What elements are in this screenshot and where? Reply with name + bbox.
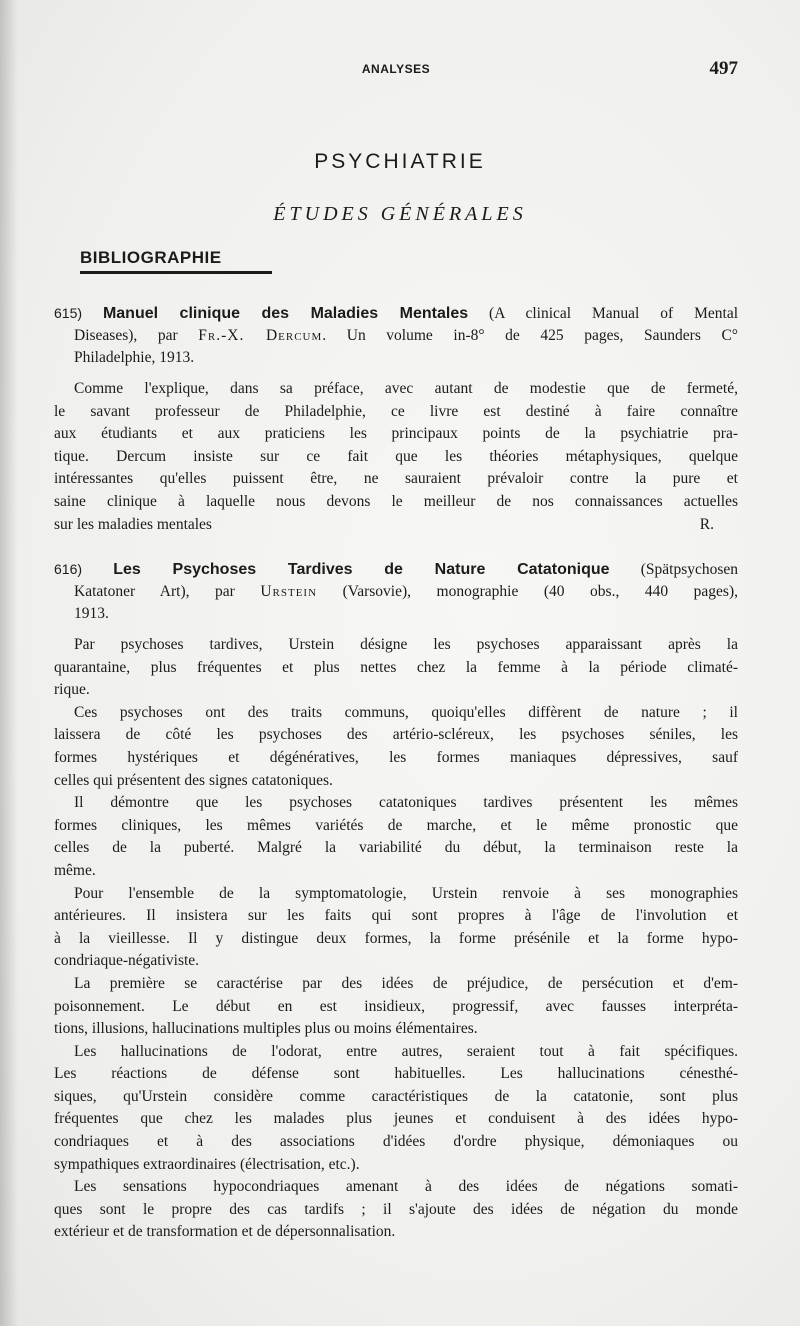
paragraph-line: tique. Dercum insiste sur ce fait que les théories métaphysiques, quelque bbox=[54, 447, 738, 465]
paragraph-line: quarantaine, plus fréquentes et plus nettes chez la femme à la période climaté- bbox=[54, 658, 738, 676]
paragraph-line: sympathiques extraordinaires (électrisation, etc.). bbox=[54, 1155, 360, 1173]
entry-number: 615) bbox=[54, 305, 83, 321]
paragraph-line: saine clinique à laquelle nous devons le meilleur de nos connaissances actuelles bbox=[54, 492, 738, 510]
entry-615-ref-line-1 bbox=[54, 302, 738, 325]
paragraph-line: laissera de côté les psychoses des artério-scléreux, les psychoses séniles, les bbox=[54, 726, 738, 744]
entry-ref-text: Katatoner Art), par bbox=[74, 582, 261, 600]
entry-615-ref-line-3: Philadelphie, 1913. bbox=[74, 349, 195, 367]
entry-author: Urstein bbox=[260, 582, 318, 600]
paragraph-line bbox=[54, 514, 738, 537]
entry-ref-text: (Spätpsychosen bbox=[609, 561, 738, 578]
paragraph-line: Ces psychoses ont des traits communs, quoiqu'elles diffèrent de nature ; il bbox=[74, 703, 738, 721]
paragraph-line: aux étudiants et aux praticiens les principaux points de la psychiatrie pra- bbox=[54, 425, 738, 443]
subsection-title: ÉTUDES GÉNÉRALES bbox=[273, 203, 527, 225]
paragraph-line: Pour l'ensemble de la symptomatologie, Urstein renvoie à ses monographies bbox=[74, 884, 738, 902]
entry-616-body bbox=[54, 634, 738, 1244]
running-header bbox=[54, 58, 738, 84]
entry-number: 616) bbox=[54, 561, 83, 577]
paragraph-line: même. bbox=[54, 861, 96, 879]
bibliography-underline bbox=[80, 271, 272, 274]
paragraph-line: condriaques et à des associations d'idées d'ordre physique, démoniaques ou bbox=[54, 1133, 738, 1151]
paragraph-line: Comme l'explique, dans sa préface, avec autant de modestie que de fermeté, bbox=[74, 380, 738, 397]
paragraph-text: sur les maladies mentales bbox=[54, 515, 212, 533]
paragraph-line: antérieures. Il insistera sur les faits qui sont propres à l'âge de l'involution et bbox=[54, 907, 738, 925]
paragraph-line: à la vieillesse. Il y distingue deux formes, la forme présénile et la forme hypo- bbox=[54, 929, 738, 947]
paragraph-line: siques, qu'Urstein considère comme caractéristiques de la catatonie, sont plus bbox=[54, 1087, 738, 1105]
paragraph-line: Par psychoses tardives, Urstein désigne les psychoses apparaissant après la bbox=[74, 636, 738, 653]
running-title: ANALYSES bbox=[361, 62, 431, 76]
entry-ref-text: (Varsovie), monographie (40 obs., 440 pages), bbox=[317, 582, 738, 600]
entry-616-ref-line-3: 1913. bbox=[74, 605, 109, 623]
entry-615-ref-line-2 bbox=[54, 325, 738, 348]
entry-616-ref-line-2 bbox=[54, 581, 738, 604]
entry-ref-text: Diseases), par bbox=[74, 326, 199, 344]
paragraph-line: formes hystériques et dégénératives, les formes maniaques dépressives, sauf bbox=[54, 748, 738, 766]
paragraph-line: Il démontre que les psychoses catatoniques tardives présentent les mêmes bbox=[74, 794, 738, 812]
page-number: 497 bbox=[709, 58, 738, 79]
paragraph-line: rique. bbox=[54, 681, 90, 699]
paragraph-line: condriaque-négativiste. bbox=[54, 952, 200, 970]
paragraph-line: Les hallucinations de l'odorat, entre autres, seraient tout à fait spécifiques. bbox=[74, 1042, 738, 1060]
binding-shadow bbox=[0, 0, 18, 1326]
entry-615 bbox=[54, 302, 738, 370]
entry-ref-text: . Un volume in-8° de 425 pages, Saunders C° bbox=[322, 326, 738, 344]
paragraph-line: formes cliniques, les mêmes variétés de marche, et le même pronostic que bbox=[54, 816, 738, 834]
paragraph-line: poisonnement. Le début en est insidieux, progressif, avec fausses interpréta- bbox=[54, 997, 738, 1015]
entry-title: Manuel clinique des Maladies Mentales bbox=[102, 305, 469, 322]
bibliography-heading: BIBLIOGRAPHIE bbox=[80, 248, 222, 267]
entry-ref-text: (A clinical Manual of Mental bbox=[468, 305, 738, 322]
section-title: PSYCHIATRIE bbox=[314, 150, 486, 173]
entry-title: Les Psychoses Tardives de Nature Catatonique bbox=[113, 561, 610, 578]
paragraph-line: Les sensations hypocondriaques amenant à des idées de négations somati- bbox=[74, 1178, 738, 1196]
entry-author: Fr.-X. Dercum bbox=[198, 326, 323, 344]
paragraph-line: intéressantes qu'elles puissent être, ne sauraient prévaloir contre la pure et bbox=[54, 470, 738, 488]
paragraph-line: tions, illusions, hallucinations multiples plus ou moins élémentaires. bbox=[54, 1020, 478, 1038]
entry-616-ref-line-1 bbox=[54, 558, 738, 581]
paragraph-line: extérieur et de transformation et de dépersonnalisation. bbox=[54, 1223, 396, 1241]
entry-616 bbox=[54, 558, 738, 626]
paragraph-line: ques sont le propre des cas tardifs ; il s'ajoute des idées de négation du monde bbox=[54, 1200, 738, 1218]
reviewer-signature: R. bbox=[699, 515, 714, 533]
paragraph-line: La première se caractérise par des idées de préjudice, de persécution et d'em- bbox=[74, 974, 738, 992]
paragraph-line: celles de la puberté. Malgré la variabilité du début, la terminaison reste la bbox=[54, 839, 738, 857]
paragraph-line: le savant professeur de Philadelphie, ce livre est destiné à faire connaître bbox=[54, 402, 738, 420]
paragraph-line: fréquentes que chez les malades plus jeunes et conduisent à des idées hypo- bbox=[54, 1110, 738, 1128]
entry-615-body bbox=[54, 378, 738, 536]
paragraph-line: Les réactions de défense sont habituelles. Les hallucinations cénesthé- bbox=[54, 1065, 738, 1083]
paragraph-line: celles qui présentent des signes catatoniques. bbox=[54, 771, 333, 789]
